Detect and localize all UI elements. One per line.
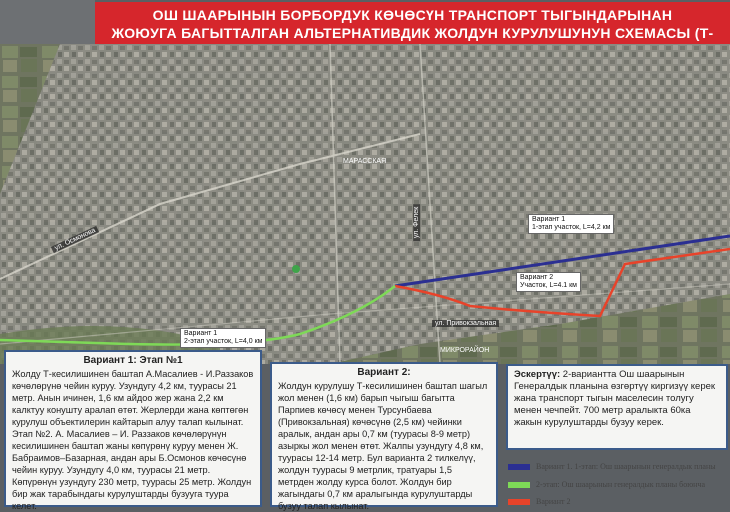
note-box xyxy=(506,364,728,450)
street-label-osmonova: ул. Осмонова xyxy=(51,226,100,254)
district-label: МАРАССКАЯ xyxy=(343,158,387,165)
park-marker-icon xyxy=(292,265,300,273)
legend-swatch-green xyxy=(508,482,530,488)
satellite-map xyxy=(0,44,730,364)
label-variant1-stage1: Вариант 1 1-этап участок, L=4,2 км xyxy=(528,214,614,234)
note-heading: Эскертүү: xyxy=(514,369,561,380)
variant1-text: Жолду Т-кесилишинен баштап А.Масалиев - И.Раззаков көчөлөрүнө чейин куруу. Узундугу 4,2 км, туурасы 21 метр. Анын ичинен, 1,6 км айдоо жер жана 2,2 км калктуу конушту аралап өтөт. Жерлерди жана көптөгөн курулуш объектилерин кайтарып алуу талап кылынат. Этап №2. А. Масалиев – И. Раззаков көчөлөрүнүн кесилишинен баштап жаны көпүрөнү куруу менен Ж. Бабраимов–Базарная, андан ары Б.Осмонов көчөсүнө чейин куруу. Узундугу 4,0 км, туурасы 21 метр. Көпүрөнүн узундугу 230 метр, туурасы 25 метр. Жолдун бир жак тарабындагы курулуштарды бузууга туура келет. xyxy=(12,369,254,511)
top-left-backdrop xyxy=(0,0,95,44)
label-variant2: Вариант 2 Участок, L=4.1 км xyxy=(516,272,581,292)
legend-item-green: 2-этап: Ош шаарынын генералдык планы боюнча xyxy=(508,480,705,489)
street-label-privokzalnaya: ул. Привокзальная xyxy=(432,320,499,327)
variant2-heading: Вариант 2: xyxy=(357,367,411,378)
variant2-text: Жолдун курулушу Т-кесилишинен баштап шагыл жол менен (1,6 км) барып чыгыш багытта Парпиев көчөсү менен Турсунбаева (Привокзальная) көчөсүнө (2,5 км) чейинки аралык, андан ары 0,7 км (туурасы 8-9 метр) азыркы жол менен өтөт. Жалпы узундугу 4,8 км, туурасы 12-14 метр. Бул варианта 2 тилкелүү, жолдун туурасы 9 метрлик, тратуары 1,5 метрден жолду курса болот. Жолдун бир жагындагы 0,7 км аралыгында курулуштарды бузуу талап кылынат. xyxy=(278,381,488,511)
legend-swatch-red xyxy=(508,499,530,505)
variant2-description-box xyxy=(270,362,498,511)
title-line-1: ОШ ШААРЫНЫН БОРБОРДУК КӨЧӨСҮН ТРАНСПОРТ ТЫГЫНДАРЫНАН xyxy=(152,7,673,23)
legend-swatch-blue xyxy=(508,464,530,470)
street-label-vertical: ул. Фелек xyxy=(413,204,420,241)
title-banner xyxy=(95,2,730,44)
variant1-heading: Вариант 1: Этап №1 xyxy=(83,355,183,366)
variant1-description-box xyxy=(4,350,262,511)
note-text: 2-вариантта Ош шаарынын Генералдык планына өзгөртүү киргизүү керек жана транспорт тыгын маселесин толугу менен чечпейт. 700 метр аралыкта 60ка жакын курулуштарды бузуу керек. xyxy=(514,369,716,428)
title-line-2: ЖОЮУГА БАГЫТТАЛГАН АЛЬТЕРНАТИВДИК ЖОЛДУН КУРУЛУШУНУН СХЕМАСЫ (Т- xyxy=(111,25,714,41)
map-canvas xyxy=(0,44,730,364)
label-variant1-stage2: Вариант 1 2-этап участок, L=4,0 км xyxy=(180,328,266,348)
legend-item-red: Вариант 2 xyxy=(508,497,571,506)
legend-item-blue: Вариант 1. 1-этап: Ош шаарынын генералдык планы xyxy=(508,462,716,471)
microdistrict-label: МИКРОРАЙОН xyxy=(440,347,490,354)
